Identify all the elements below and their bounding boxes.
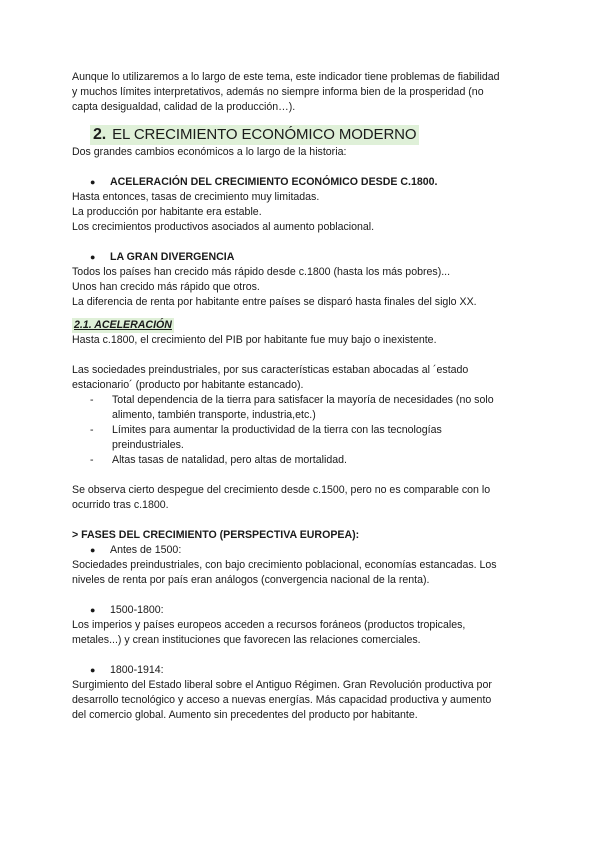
bullet-heading-text: LA GRAN DIVERGENCIA [110, 251, 235, 263]
bullet-heading-text: ACELERACIÓN DEL CRECIMIENTO ECONÓMICO DESDE C.1800. [110, 176, 438, 188]
fase-label-text: 1800-1914: [110, 664, 164, 676]
dash-line: Altas tasas de natalidad, pero altas de mortalidad. [112, 454, 347, 466]
dash-icon: - [90, 424, 94, 436]
body-line: La diferencia de renta por habitante entre países se disparó hasta finales del siglo XX. [72, 296, 477, 308]
dash-icon: - [90, 394, 94, 406]
section-heading [90, 125, 419, 145]
body-line: Hasta entonces, tasas de crecimiento muy limitadas. [72, 191, 320, 203]
fase-label [90, 663, 532, 678]
dash-line: Total dependencia de la tierra para satisfacer la mayoría de necesidades (no solo [112, 394, 494, 406]
document-page [72, 70, 532, 723]
body-line: estacionario´ (producto por habitante estancado). [72, 379, 304, 391]
bullet-heading [90, 250, 532, 265]
body-line: Los imperios y países europeos acceden a recursos foráneos (productos tropicales, [72, 619, 466, 631]
body-line: Las sociedades preindustriales, por sus características estaban abocadas al ´estado [72, 364, 469, 376]
dash-item [90, 393, 532, 423]
body-line: Los crecimientos productivos asociados al aumento poblacional. [72, 221, 375, 233]
body-line: Se observa cierto despegue del crecimiento desde c.1500, pero no es comparable con lo [72, 484, 491, 496]
bullet-icon: ● [90, 252, 96, 262]
dash-line: Límites para aumentar la productividad de la tierra con las tecnologías [112, 424, 442, 436]
body-line: metales...) y crean instituciones que favorecen las relaciones comerciales. [72, 634, 421, 646]
body-line: Unos han crecido más rápido que otros. [72, 281, 260, 293]
body-line: La producción por habitante era estable. [72, 206, 262, 218]
subsection-title: 2.1. ACELERACIÓN [74, 319, 172, 331]
fase-label [90, 543, 532, 558]
bullet-heading [90, 175, 532, 190]
bullet-icon: ● [90, 605, 96, 615]
body-line: Hasta c.1800, el crecimiento del PIB por habitante fue muy bajo o inexistente. [72, 334, 437, 346]
fase-label-text: Antes de 1500: [110, 544, 182, 556]
intro-line: Aunque lo utilizaremos a lo largo de este tema, este indicador tiene problemas de fiabilidad [72, 71, 500, 83]
body-line: del comercio global. Aumento sin precedentes del producto por habitante. [72, 709, 418, 721]
section-lead: Dos grandes cambios económicos a lo largo de la historia: [72, 146, 347, 158]
dash-line: preindustriales. [112, 439, 184, 451]
bullet-icon: ● [90, 545, 96, 555]
body-line: Surgimiento del Estado liberal sobre el Antiguo Régimen. Gran Revolución productiva por [72, 679, 492, 691]
intro-line: y muchos límites interpretativos, además no siempre informa bien de la prosperidad (no [72, 86, 484, 98]
dash-item [90, 423, 532, 453]
body-line: desarrollo tecnológico y acceso a nuevas energías. Más capacidad productiva y aumento [72, 694, 492, 706]
bullet-icon: ● [90, 665, 96, 675]
dash-item [90, 453, 532, 468]
body-line: ocurrido tras c.1800. [72, 499, 169, 511]
section-number: 2. [93, 126, 107, 143]
body-line: niveles de renta por país eran análogos (convergencia nacional de la renta). [72, 574, 430, 586]
bullet-icon: ● [90, 177, 96, 187]
section-title: EL CRECIMIENTO ECONÓMICO MODERNO [112, 126, 417, 143]
dash-icon: - [90, 454, 94, 466]
body-line: Sociedades preindustriales, con bajo crecimiento poblacional, economías estancadas. Los [72, 559, 497, 571]
fase-label-text: 1500-1800: [110, 604, 164, 616]
fases-title: > FASES DEL CRECIMIENTO (PERSPECTIVA EUROPEA): [72, 529, 360, 541]
dash-line: alimento, también transporte, industria,etc.) [112, 409, 316, 421]
fase-label [90, 603, 532, 618]
intro-line: capta desigualdad, calidad de la producción…). [72, 101, 296, 113]
body-line: Todos los países han crecido más rápido desde c.1800 (hasta los más pobres)... [72, 266, 451, 278]
